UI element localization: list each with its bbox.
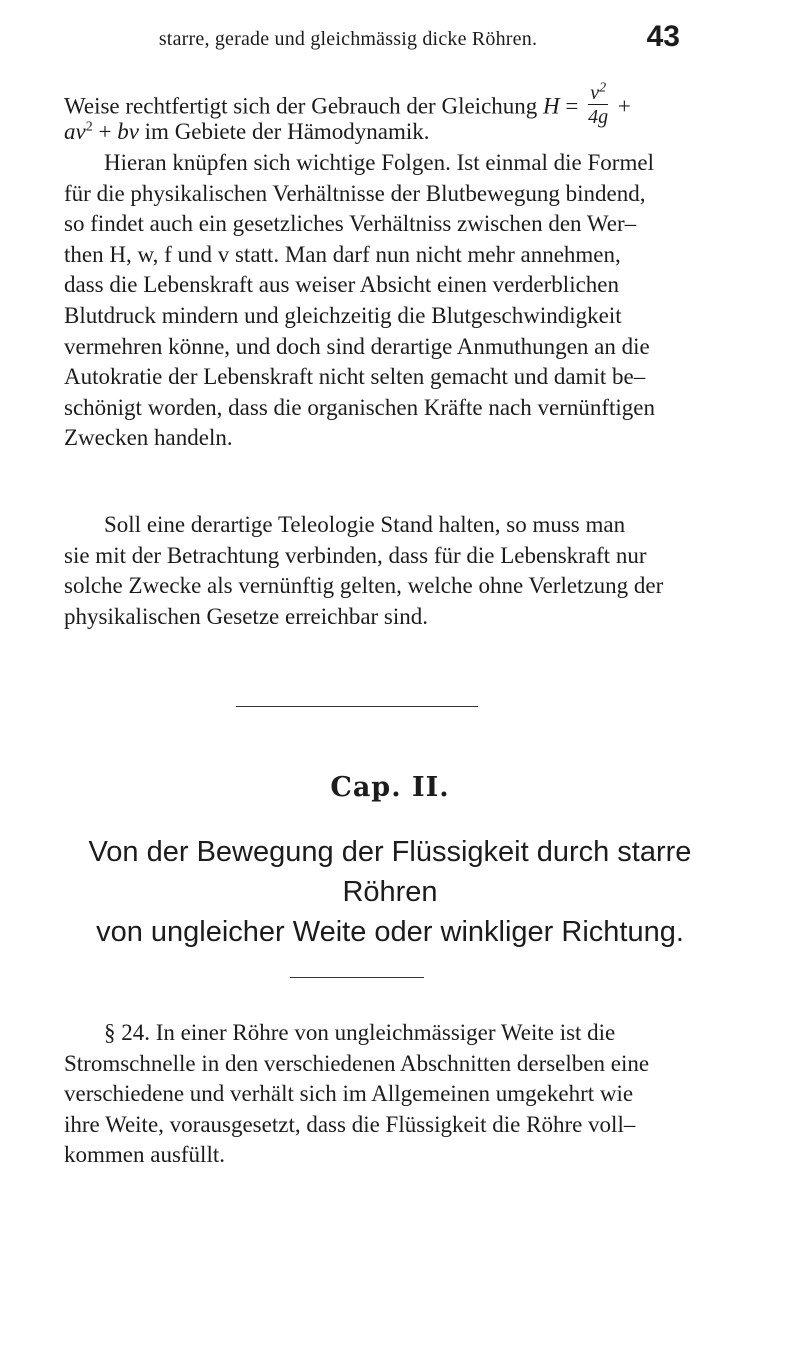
chapter-label: Cap. II.	[330, 772, 450, 803]
text-line: physikalischen Gesetze erreichbar sind.	[64, 603, 429, 629]
formula-av: av	[64, 118, 86, 144]
formula-H: H	[543, 93, 560, 119]
chapter-title	[40, 832, 740, 952]
formula-line	[64, 80, 726, 128]
formula-fraction	[588, 80, 609, 128]
formula-bv: bv	[117, 118, 139, 144]
text-line: ihre Weite, vorausgesetzt, dass die Flüssigkeit die Röhre voll–	[64, 1111, 636, 1137]
chapter-title-line: von ungleicher Weite oder winkliger Richtung.	[96, 916, 684, 948]
text-line: so findet auch ein gesetzliches Verhältniss zwischen den Wer–	[64, 211, 637, 237]
text-line: then H, w, f und v statt. Man darf nun nicht mehr annehmen,	[64, 241, 621, 267]
text-line: Autokratie der Lebenskraft nicht selten gemacht und damit be–	[64, 364, 646, 390]
running-title: starre, gerade und gleichmässig dicke Röhren.	[158, 28, 538, 50]
text-line: vermehren könne, und doch sind derartige Anmuthungen an die	[64, 333, 650, 359]
chapter-title-line: Von der Bewegung der Flüssigkeit durch starre Röhren	[88, 836, 692, 908]
text-line: Zwecken handeln.	[64, 425, 233, 451]
fraction-numerator	[588, 80, 608, 105]
text-line: Soll eine derartige Teleologie Stand halten, so muss man	[104, 512, 626, 537]
formula-equals: =	[559, 93, 585, 119]
paragraph-3	[64, 510, 726, 632]
text-line: § 24. In einer Röhre von ungleichmässiger Weite ist die	[104, 1020, 616, 1045]
formula-tail-text: im Gebiete der Hämodynamik.	[138, 118, 430, 144]
text-line: schönigt worden, dass die organischen Kräfte nach vernünftigen	[64, 394, 656, 420]
formula-lead-text: Weise rechtfertigt sich der Gebrauch der Gleichung	[64, 93, 538, 119]
formula-plus-2: +	[92, 118, 118, 144]
running-head	[0, 18, 800, 58]
text-line: Stromschnelle in den verschiedenen Abschnitten derselben eine	[64, 1050, 650, 1076]
text-line: kommen ausfüllt.	[64, 1142, 225, 1168]
text-line: solche Zwecke als vernünftig gelten, welche ohne Verletzung der	[64, 573, 664, 599]
section-divider	[236, 706, 478, 707]
text-line: für die physikalischen Verhältnisse der Blutbewegung bindend,	[64, 180, 646, 206]
text-line: dass die Lebenskraft aus weiser Absicht einen verderblichen	[64, 272, 619, 298]
paragraph-2	[64, 148, 726, 454]
numerator-exponent: 2	[599, 80, 607, 96]
formula-av-exponent: 2	[85, 118, 93, 134]
formula-plus: +	[612, 93, 631, 119]
text-line: sie mit der Betrachtung verbinden, dass für die Lebenskraft nur	[64, 542, 647, 568]
paragraph-continuation	[64, 80, 726, 147]
page-number: 43	[646, 20, 680, 53]
text-line: Hieran knüpfen sich wichtige Folgen. Ist einmal die Formel	[104, 150, 654, 175]
formula-second-line	[64, 117, 726, 148]
chapter-divider	[290, 977, 424, 978]
numerator-v: v	[590, 82, 600, 104]
text-line: verschiedene und verhält sich im Allgemeinen umgekehrt wie	[64, 1081, 634, 1107]
text-line: Blutdruck mindern und gleichzeitig die Blutgeschwindigkeit	[64, 302, 622, 328]
paragraph-section-24	[64, 1018, 726, 1171]
fraction-denominator: 4g	[588, 106, 609, 128]
